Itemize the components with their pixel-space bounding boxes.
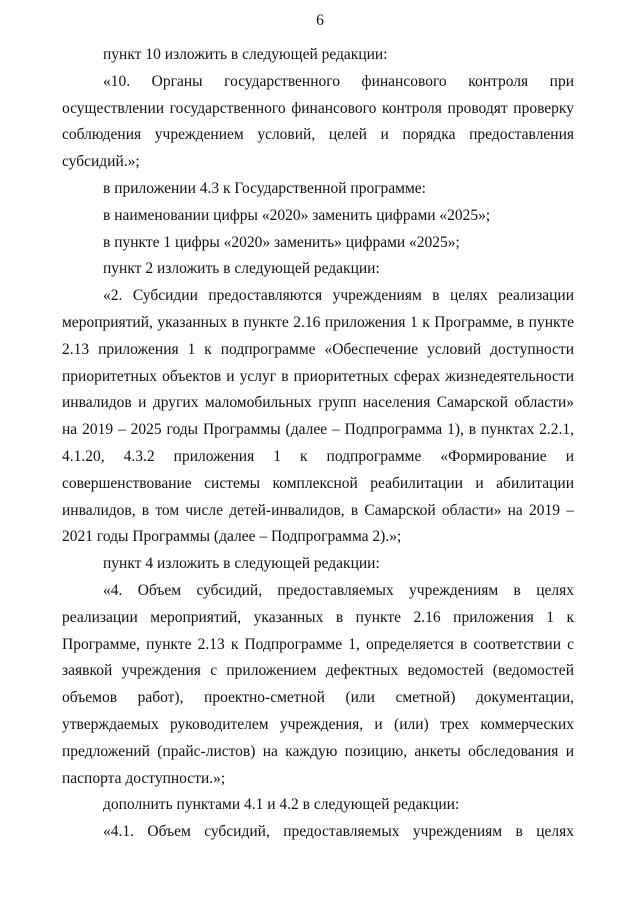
- paragraph: в наименовании цифры «2020» заменить цифрами «2025»;: [103, 206, 491, 224]
- paragraph: пункт 2 изложить в следующей редакции:: [103, 260, 380, 278]
- paragraph: пункт 4 изложить в следующей редакции:: [103, 555, 380, 573]
- paragraph: «2. Субсидии предоставляются учреждениям в целях реализации мероприятий, указанных в пункте 2.16 приложения 1 к Программе, в пункте 2.13 приложения 1 к подпрограмме «Обеспечение условий доступности приоритетных объектов и услуг в приоритетных сферах жизнедеятельности инвалидов и других маломобильных групп населения Самарской области» на 2019 – 2025 годы Программы (далее – Подпрограмма 1), в пунктах 2.2.1, 4.1.20, 4.3.2 приложения 1 к подпрограмме «Формирование и совершенствование системы комплексной реабилитации и абилитации инвалидов, в том числе детей-инвалидов, в Самарской области» на 2019 – 2021 годы Программы (далее – Подпрограмма 2).»;: [62, 287, 574, 546]
- page-number: 6: [316, 12, 324, 29]
- paragraph: «4. Объем субсидий, предоставляемых учреждениям в целях реализации мероприятий, указанных в пункте 2.16 приложения 1 к Программе, пункте 2.13 к Подпрограмме 1, определяется в соответствии с заявкой учреждения с приложением дефектных ведомостей (ведомостей объемов работ), проектно-сметной (или сметной) документации, утверждаемых руководителем учреждения, и (или) трех коммерческих предложений (прайс-листов) на каждую позицию, анкеты обследования и паспорта доступности.»;: [62, 581, 574, 787]
- paragraph: «10. Органы государственного финансового контроля при осуществлении государственного финансового контроля проводят проверку соблюдения учреждением условий, целей и порядка предоставления субсидий.»;: [62, 72, 574, 171]
- paragraph: в приложении 4.3 к Государственной программе:: [103, 179, 426, 197]
- document-body: [62, 42, 574, 846]
- paragraph: пункт 10 изложить в следующей редакции:: [103, 46, 388, 63]
- paragraph: дополнить пунктами 4.1 и 4.2 в следующей редакции:: [103, 796, 460, 814]
- paragraph: в пункте 1 цифры «2020» заменить» цифрами «2025»;: [103, 233, 460, 251]
- paragraph: «4.1. Объем субсидий, предоставляемых учреждениям в целях: [103, 823, 574, 841]
